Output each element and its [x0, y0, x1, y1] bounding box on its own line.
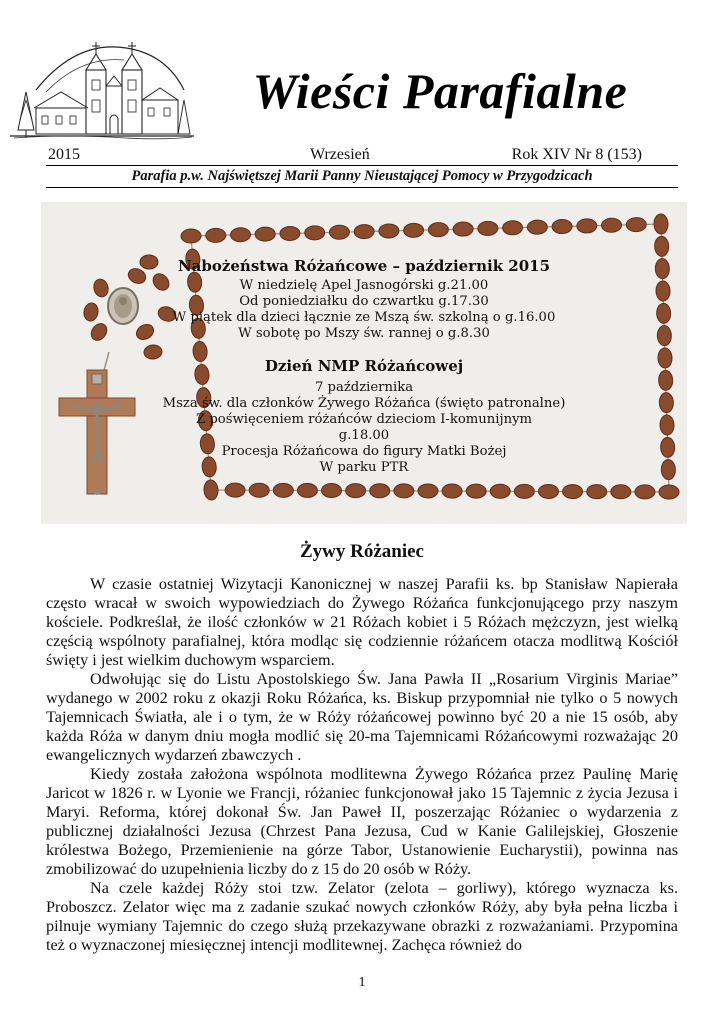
announcement-heading-feast: Dzień NMP Różańcowej — [264, 357, 464, 375]
rosary-bead — [203, 479, 219, 500]
rosary-bead — [654, 214, 669, 234]
rosary-bead — [273, 483, 293, 497]
issue-month: Wrzesień — [310, 146, 370, 163]
article-paragraph: Odwołując się do Listu Apostolskiego Św. Jana Pawła II „Rosarium Virginis Mariae” wydanego w 2002 roku z okazji Roku Różańca, ks. Biskup przypomniał nie tylko o 5 nowych Tajemnicach Światła, ale i o tym, że w Róży różańcowej powinno być 20 a nie 15 osób, aby każda Róża w danym dniu mogła modlić się 20-ma Tajemnicami Różańcowymi rozważając 20 ewangelicznych wydarzeń zbawczych . — [46, 670, 678, 764]
rosary-bead — [527, 220, 547, 235]
rosary-bead — [514, 484, 534, 498]
announcement-line: W parku PTR — [319, 460, 409, 475]
announcement-line: 7 października — [314, 380, 414, 395]
issue-info-bar — [46, 146, 678, 164]
header-divider-top — [46, 165, 678, 166]
parish-name: Parafia p.w. Najświętszej Marii Panny Nieustającej Pomocy w Przygodzicach — [131, 168, 593, 184]
rosary-bead — [466, 484, 486, 498]
rosary-bead — [601, 218, 621, 233]
rosary-bead — [442, 484, 462, 498]
rosary-bead — [538, 484, 558, 498]
rosary-bead — [379, 224, 399, 239]
rosary-announcement-image — [41, 202, 687, 524]
church-logo — [6, 30, 196, 142]
rosary-bead — [563, 485, 583, 499]
rosary-bead — [490, 484, 510, 498]
rosary-bead — [635, 485, 655, 499]
rosary-bead — [181, 229, 201, 244]
rosary-bead — [659, 485, 679, 499]
rosary-bead — [394, 484, 414, 498]
rosary-bead — [428, 222, 448, 237]
rosary-bead — [249, 483, 269, 497]
announcement-line: g.18.00 — [338, 428, 390, 443]
announcement-heading-rosary: Nabożeństwa Różańcowe – październik 2015 — [177, 257, 551, 275]
announcement-line: W sobotę po Mszy św. rannej o g.8.30 — [238, 326, 490, 341]
rosary-bead — [346, 484, 366, 498]
rosary-bead — [225, 483, 245, 497]
rosary-bead — [587, 485, 607, 499]
article-title: Żywy Różaniec — [299, 541, 424, 562]
rosary-bead — [654, 236, 669, 256]
rosary-bead — [206, 228, 226, 243]
announcement-line: W niedzielę Apel Jasnogórski g.21.00 — [239, 278, 489, 293]
masthead-title: Wieści Parafialne — [252, 63, 628, 119]
announcement-line: Z poświęceniem różańców dzieciom I-komunijnym — [195, 412, 533, 427]
rosary-bead — [552, 219, 572, 234]
rosary-bead — [305, 226, 325, 241]
rosary-bead — [453, 222, 473, 237]
rosary-bead — [354, 224, 374, 239]
page-number: 1 — [358, 975, 366, 990]
rosary-bead — [230, 227, 250, 242]
rosary-bead — [329, 225, 349, 240]
rosary-bead — [418, 484, 438, 498]
article-paragraph: W czasie ostatniej Wizytacji Kanonicznej w naszej Parafii ks. bp Stanisław Napierała często wracał w swoich wypowiedziach do Żywego Różańca funkcjonującego przy naszym kościele. Podkreślał, że ilość członków w 21 Różach kobiet i 5 Różach mężczyzn, jest wielką częścią wspólnoty parafialnej, która modląc się codziennie różańcem otacza modlitwą Kościół święty i jest wielkim duchowym wsparciem. — [46, 575, 678, 669]
rosary-bead — [255, 227, 275, 242]
article-paragraph: Na czele każdej Róży stoi tzw. Zelator (zelota – gorliwy), którego wyznacza ks. Proboszcz. Zelator więc ma z zadanie szukać nowych członków Róży, aby była pełna liczba i pilnuje wymiany Tajemnic do czego służą przekazywane obrazki z rozważaniami. Przypomina też o wyznaczonej miesięcznej intencji modlitewnej. Zachęca również do — [46, 879, 678, 954]
rosary-bead — [611, 485, 631, 499]
announcement-line: Od poniedziałku do czwartku g.17.30 — [239, 294, 489, 309]
article-body — [46, 575, 678, 955]
announcement-line: Procesja Różańcowa do figury Matki Bożej — [221, 444, 507, 459]
announcement-line: Msza św. dla członków Żywego Różańca (święto patronalne) — [162, 396, 566, 411]
rosary-bead — [626, 217, 646, 232]
header-divider-bottom — [46, 187, 678, 188]
rosary-bead — [370, 484, 390, 498]
announcement-line: W piątek dla dzieci łącznie ze Mszą św. szkolną o g.16.00 — [172, 310, 556, 325]
rosary-bead — [577, 219, 597, 234]
rosary-bead — [297, 483, 317, 497]
rosary-bead — [280, 226, 300, 241]
issue-year: 2015 — [48, 146, 80, 163]
rosary-bead — [502, 221, 522, 236]
rosary-bead — [403, 223, 423, 238]
rosary-bead — [321, 483, 341, 497]
rosary-bead — [478, 221, 498, 236]
issue-number: Rok XIV Nr 8 (153) — [511, 146, 642, 163]
article-paragraph: Kiedy została założona wspólnota modlitewna Żywego Różańca przez Paulinę Marię Jaricot w 1826 r. w Lyonie we Francji, różaniec funkcjonował jako 15 Tajemnic z życia Jezusa i Maryi. Reforma, której dokonał Św. Jan Paweł II, poszerzając Różaniec o wydarzenia z publicznej działalności Jezusa (Chrzest Pana Jezusa, Cud w Kanie Galilejskiej, Głoszenie królestwa Bożego, Przemienienie na górze Tabor, Ustanowienie Eucharystii), powinna nas zmobilizować do uzupełnienia liczby do z 15 do 20 osób w Róży. — [46, 765, 678, 878]
